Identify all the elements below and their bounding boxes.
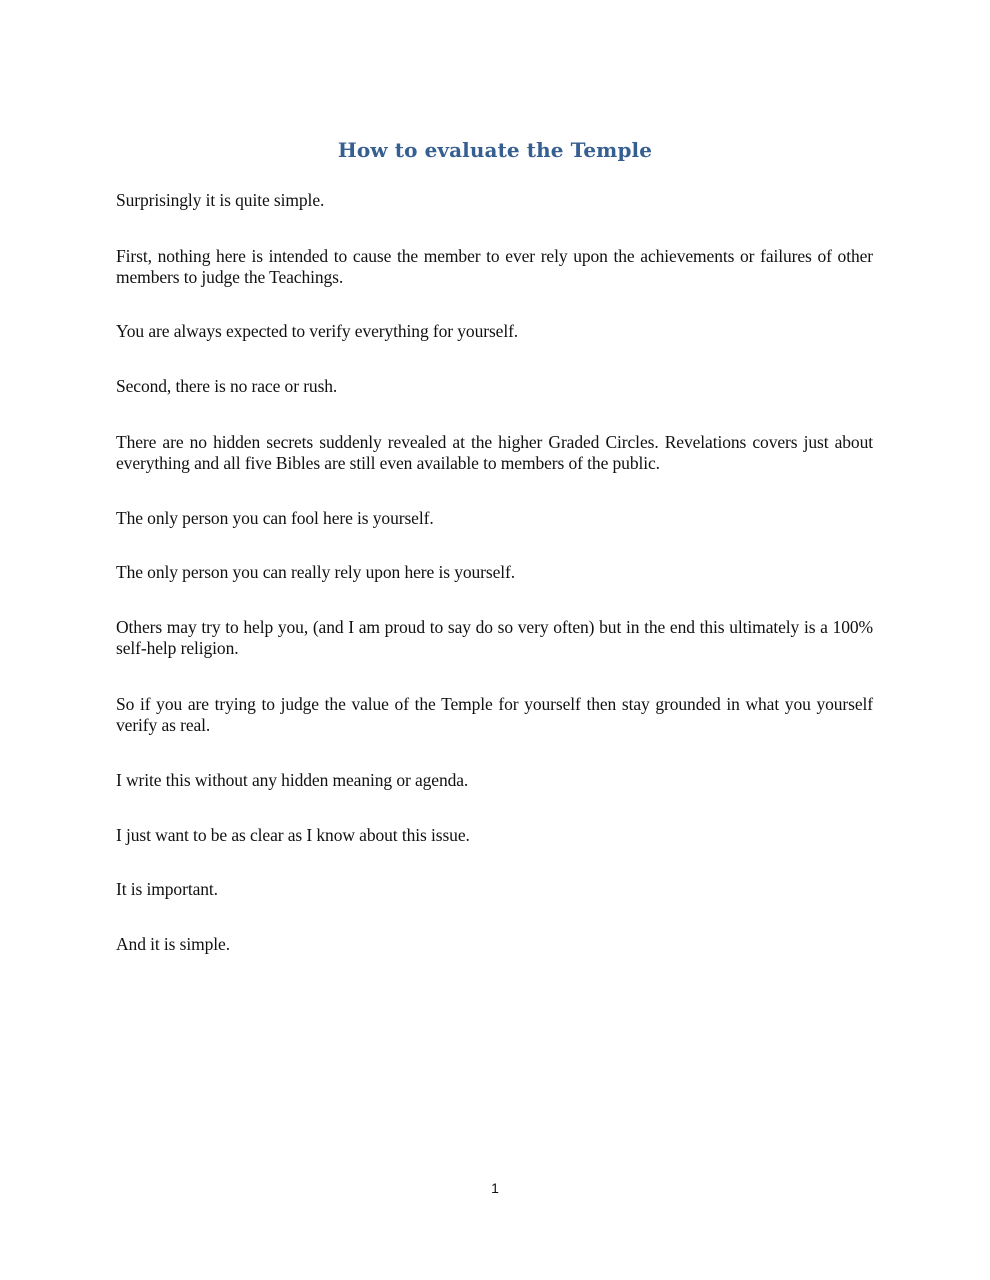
paragraph: And it is simple.: [116, 934, 230, 954]
document-title: How to evaluate the Temple: [337, 138, 653, 162]
paragraph: I just want to be as clear as I know about this issue.: [116, 825, 470, 845]
paragraph: The only person you can really rely upon here is yourself.: [116, 562, 516, 582]
paragraph: The only person you can fool here is yourself.: [116, 508, 434, 528]
paragraph: There are no hidden secrets suddenly revealed at the higher Graded Circles. Revelations covers just about everything and all five Bibles are still even available to members of the public.: [116, 432, 873, 473]
page-number: 1: [491, 1180, 499, 1196]
paragraph: Surprisingly it is quite simple.: [116, 190, 325, 210]
paragraph: Others may try to help you, (and I am proud to say do so very often) but in the end this ultimately is a 100% self-help religion.: [116, 617, 873, 658]
paragraph: You are always expected to verify everything for yourself.: [116, 321, 519, 341]
paragraph: Second, there is no race or rush.: [116, 376, 338, 396]
paragraph: So if you are trying to judge the value of the Temple for yourself then stay grounded in what you yourself verify as real.: [116, 694, 873, 735]
paragraph: First, nothing here is intended to cause the member to ever rely upon the achievements or failures of other members to judge the Teachings.: [116, 246, 873, 287]
paragraph: I write this without any hidden meaning or agenda.: [116, 770, 469, 790]
paragraph: It is important.: [116, 879, 218, 899]
